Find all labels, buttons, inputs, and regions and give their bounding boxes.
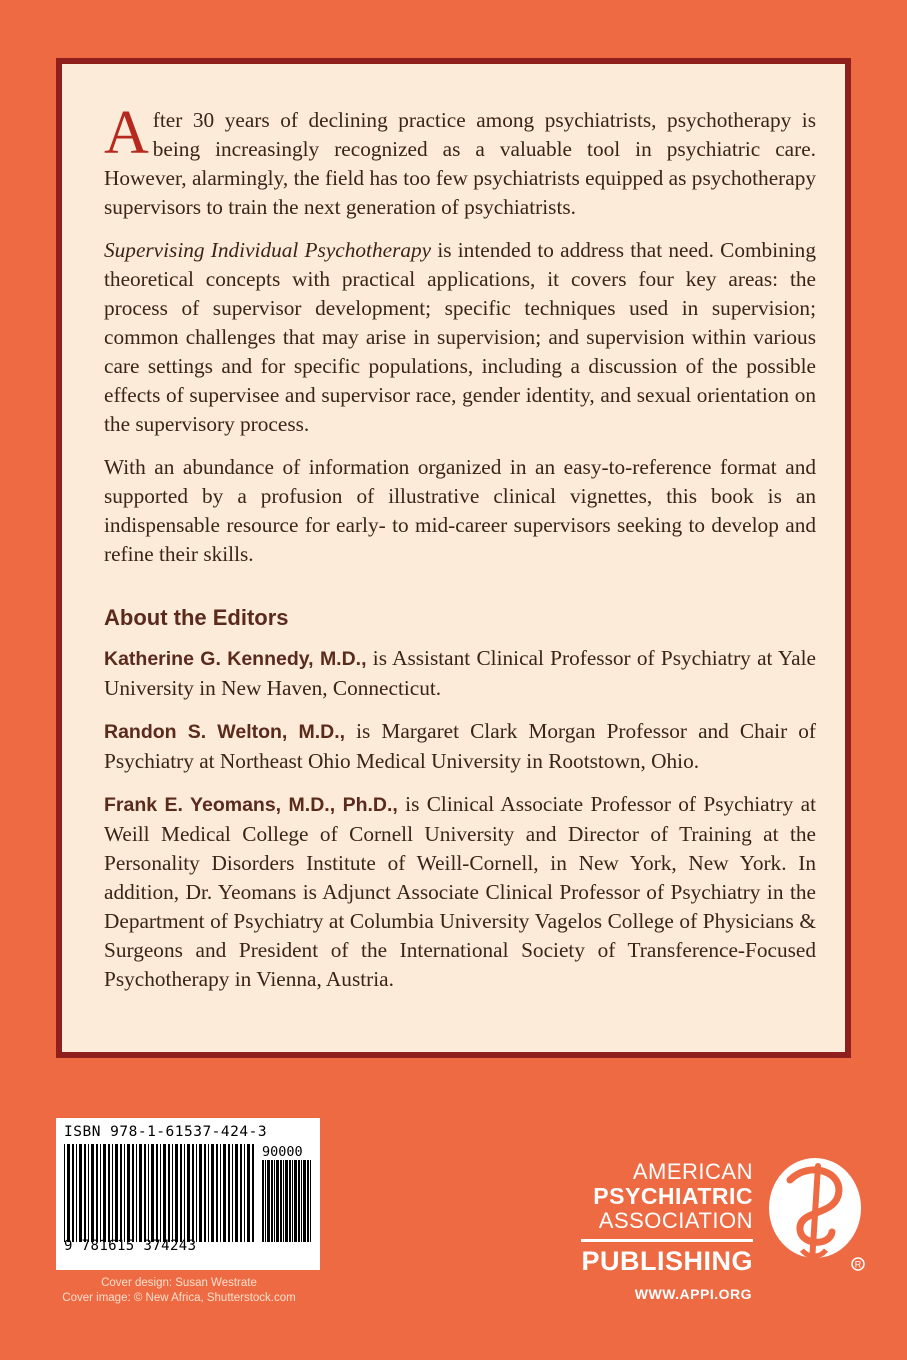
- editor-bio-2: Randon S. Welton, M.D., is Margaret Clark Morgan Professor and Chair of Psychiatry at Northeast Ohio Medical University in Rootstown, Ohio.: [104, 719, 816, 773]
- isbn-label: ISBN 978-1-61537-424-3: [64, 1124, 268, 1140]
- apa-rush-emblem-icon: [760, 1150, 870, 1276]
- book-title: Supervising Individual Psychotherapy: [104, 238, 432, 262]
- editors-heading: About the Editors: [104, 605, 289, 630]
- publisher-url: WWW.APPI.ORG: [634, 1286, 752, 1302]
- blurb-paragraph-1: After 30 years of declining practice among psychiatrists, psychotherapy is being increasingly recognized as a valuable tool in psychiatric care. However, alarmingly, the field has too few psychiatrists equipped as psychotherapy supervisors to train the next generation of psychiatrists.: [104, 99, 816, 219]
- cover-design-credit: Cover design: Susan Westrate: [101, 1277, 257, 1289]
- barcode-bars: [64, 1144, 256, 1242]
- blurb-paragraph-3: With an abundance of information organized in an easy-to-reference format and supported by a profusion of illustrative clinical vignettes, this book is an indispensable resource for early- to mid-career supervisors seeking to develop and refine their skills.: [104, 455, 816, 566]
- blurb-text: [104, 99, 816, 1008]
- svg-text:R: R: [854, 1259, 862, 1270]
- cover-credits: [20, 1276, 338, 1306]
- publisher-logo-text: AMERICAN PSYCHIATRIC ASSOCIATION PUBLISHING: [581, 1159, 753, 1276]
- barcode-addon-bars: [262, 1160, 312, 1242]
- blurb-paragraph-2: Supervising Individual Psychotherapy is intended to address that need. Combining theoretical concepts with practical applications, it covers four key areas: the process of supervisor development; specific techniques used in supervision; common challenges that may arise in supervision; and supervision within various care settings and for specific populations, including a discussion of the possible effects of supervisee and supervisor race, gender identity, and sexual orientation on the supervisory process.: [104, 238, 816, 436]
- barcode-addon-number: 90000: [262, 1144, 303, 1160]
- ean-number: 9 781615 374243: [64, 1238, 197, 1254]
- drop-cap: A: [104, 99, 149, 167]
- cover-image-credit: Cover image: © New Africa, Shutterstock.com: [62, 1292, 296, 1304]
- back-cover-panel: [56, 58, 851, 1058]
- editor-bio-3: Frank E. Yeomans, M.D., Ph.D., is Clinical Associate Professor of Psychiatry at Weill Medical College of Cornell University and Director of Training at the Personality Disorders Institute of Weill-Cornell, in New York, New York. In addition, Dr. Yeomans is Adjunct Associate Clinical Professor of Psychiatry in the Department of Psychiatry at Columbia University Vagelos College of Physicians & Surgeons and President of the International Society of Transference-Focused Psychotherapy in Vienna, Austria.: [104, 792, 816, 991]
- isbn-barcode: [56, 1118, 320, 1270]
- editor-bio-1: Katherine G. Kennedy, M.D., is Assistant Clinical Professor of Psychiatry at Yale University in New Haven, Connecticut.: [104, 646, 816, 700]
